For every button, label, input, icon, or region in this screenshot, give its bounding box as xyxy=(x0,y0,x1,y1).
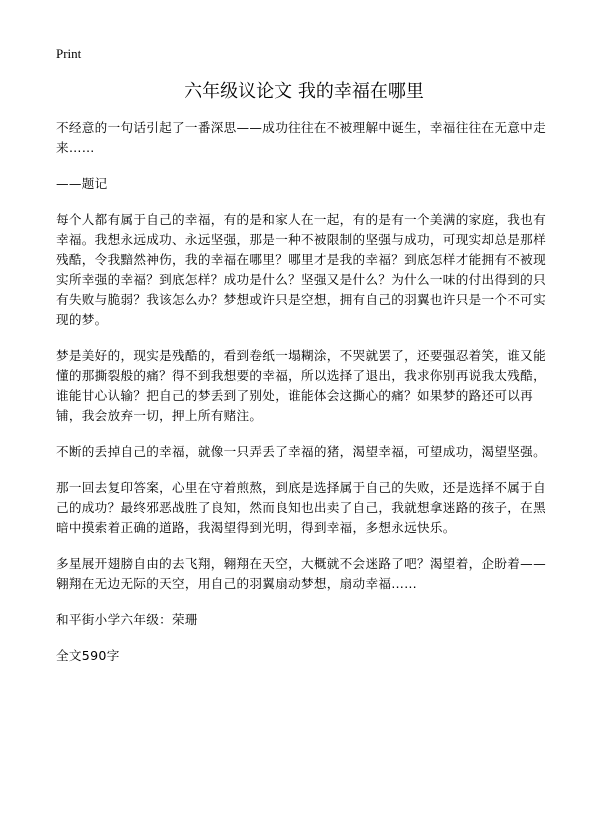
article-paragraph-epigraph-source: ——题记 xyxy=(56,176,108,191)
article-paragraph-epigraph: 不经意的一句话引起了一番深思——成功往往在不被理解中诞生，幸福往往在无意中走来…… xyxy=(56,120,546,155)
article-paragraph: 那一回去复印答案，心里在守着煎熬，到底是选择属于自己的失败，还是选择不属于自己的成功？最终邪恶战胜了良知，然而良知也出卖了自己，我就想拿迷路的孩子，在黑暗中摸索着正确的道路，我渴望得到光明，得到幸福，多想永远快乐。 xyxy=(56,480,546,535)
print-link[interactable]: Print xyxy=(56,46,82,61)
article-word-count: 全文590字 xyxy=(56,648,120,663)
article-paragraph: 每个人都有属于自己的幸福，有的是和家人在一起，有的是有一个美满的家庭，我也有幸福。我想永远成功、永远坚强，那是一种不被限制的坚强与成功，可现实却总是那样残酷，令我黯然神伤，我的幸福在哪里？哪里才是我的幸福？到底怎样才能拥有不被现实所幸强的幸福？到底怎样？成功是什么？坚强又是什么？为什么一味的付出得到的只有失败与脆弱？我该怎么办？梦想或许只是空想，拥有自己的羽翼也许只是一个不可实现的梦。 xyxy=(56,212,546,327)
article-paragraph: 梦是美好的，现实是残酷的，看到卷纸一塌糊涂，不哭就罢了，还要强忍着笑，谁又能懂的那撕裂般的痛？得不到我想要的幸福，所以选择了退出，我求你别再说我太残酷，谁能甘心认输？把自己的梦丢到了别处，谁能体会这撕心的痛？如果梦的路还可以再铺，我会放弃一切，押上所有赌注。 xyxy=(56,348,546,423)
article-body xyxy=(56,118,552,682)
article-author: 和平街小学六年级：荣珊 xyxy=(56,612,198,627)
article-title: 六年级议论文 我的幸福在哪里 xyxy=(184,81,424,102)
article-paragraph: 多星展开翅膀自由的去飞翔，翱翔在天空，大概就不会迷路了吧？渴望着，企盼着——翱翔在无边无际的天空，用自己的羽翼扇动梦想，扇动幸福…… xyxy=(56,556,546,591)
article-paragraph: 不断的丢掉自己的幸福，就像一只弄丢了幸福的猪，渴望幸福，可望成功，渴望坚强。 xyxy=(56,444,546,459)
